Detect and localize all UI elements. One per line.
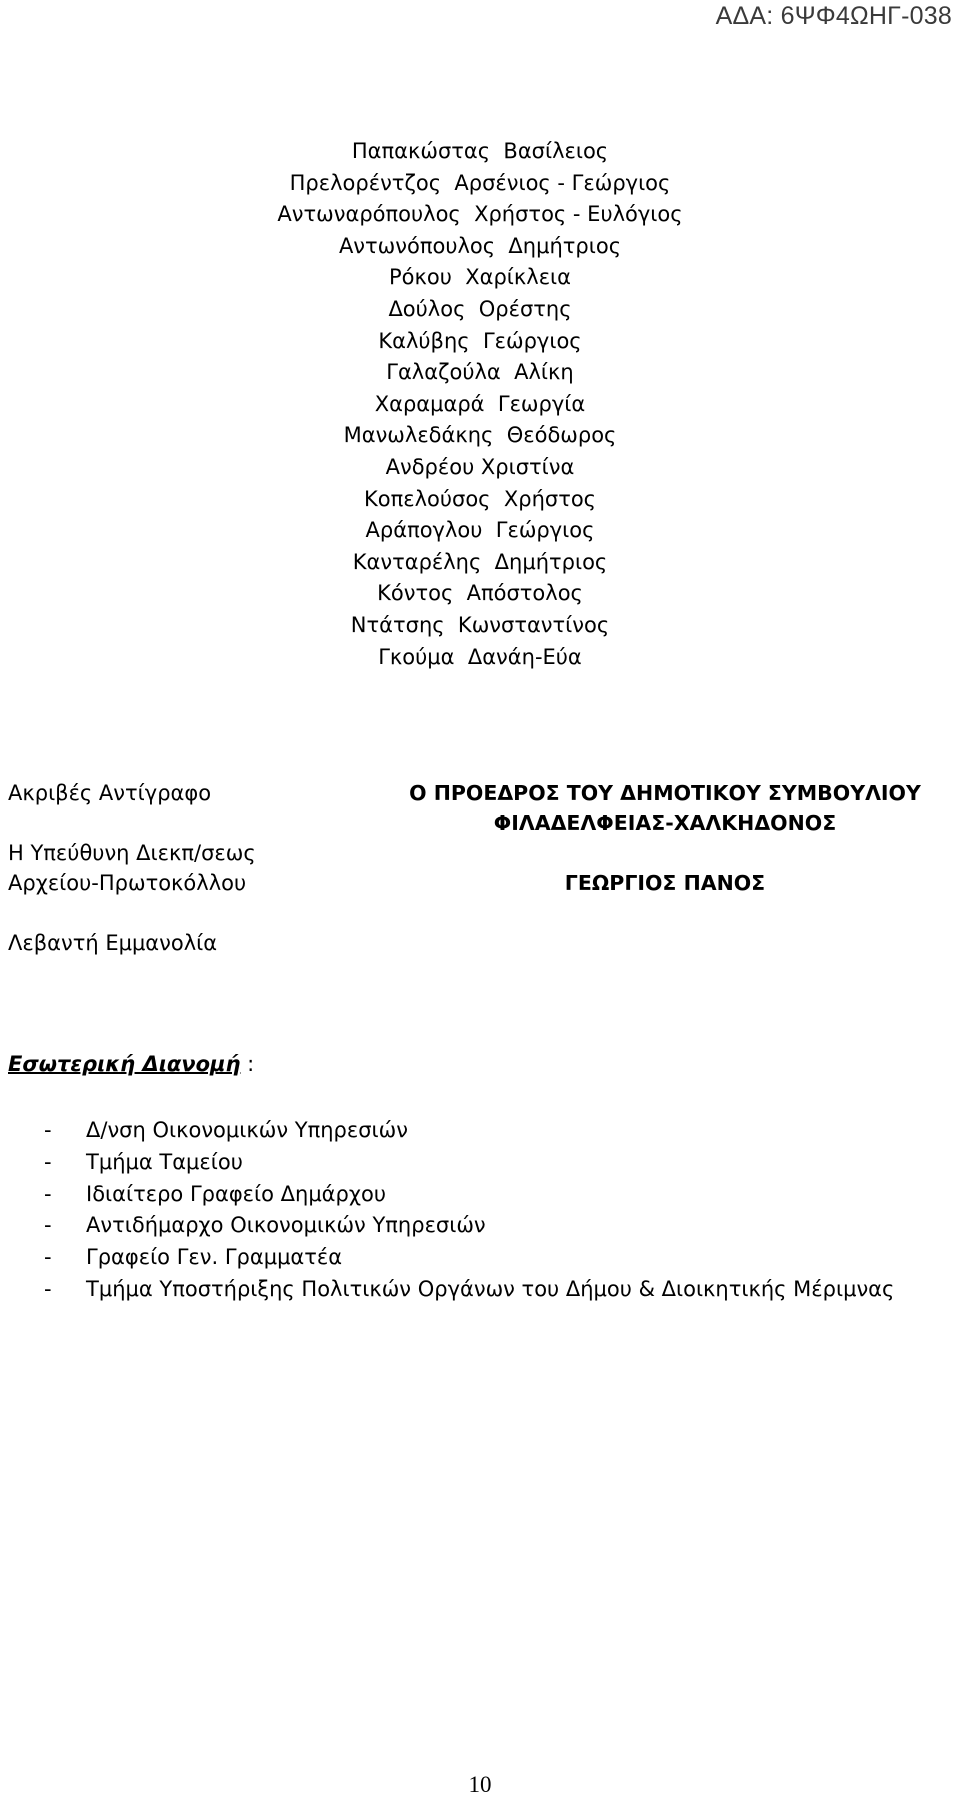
- recipient-name: Πρελορέντζος Αρσένιος - Γεώργιος: [289, 170, 671, 195]
- recipient-name: Κανταρέλης Δημήτριος: [352, 549, 608, 574]
- page-number: 10: [468, 1772, 492, 1797]
- recipients-list: [0, 136, 960, 673]
- recipient-name: Χαραμαρά Γεωργία: [374, 391, 586, 416]
- recipient-name: Καλύβης Γεώργιος: [378, 328, 582, 353]
- recipient-name: Παπακώστας Βασίλειος: [351, 139, 609, 163]
- recipient-name: Ανδρέου Χριστίνα: [385, 454, 575, 479]
- recipient-name: Αντωναρόπουλος Χρήστος - Ευλόγιος: [277, 202, 683, 227]
- distribution-item-label: Δ/νση Οικονομικών Υπηρεσιών: [86, 1118, 408, 1142]
- responsible-title-line2: Αρχείου-Πρωτοκόλλου: [8, 871, 247, 895]
- recipient-name: Γαλαζούλα Αλίκη: [386, 360, 574, 385]
- distribution-item-label: Τμήμα Υποστήριξης Πολιτικών Οργάνων του Δήμου & Διοικητικής Μέριμνας: [86, 1276, 895, 1301]
- accurate-copy-label: Ακριβές Αντίγραφο: [8, 781, 212, 805]
- ada-code: ΑΔΑ: 6ΨΦ4ΩΗΓ-038: [715, 2, 952, 30]
- recipient-name: Γκούμα Δανάη-Εύα: [378, 644, 582, 669]
- responsible-name: Λεβαντή Εμμανολία: [8, 931, 218, 955]
- recipient-name: Κοπελούσος Χρήστος: [363, 486, 597, 511]
- distribution-item-label: Ιδιαίτερο Γραφείο Δημάρχου: [86, 1181, 386, 1206]
- list-bullet: -: [44, 1245, 52, 1270]
- recipient-name: Κόντος Απόστολος: [377, 581, 583, 606]
- distribution-item-label: Γραφείο Γεν. Γραμματέα: [86, 1245, 343, 1270]
- list-bullet: -: [44, 1149, 52, 1174]
- signatory-title-line1: Ο ΠΡΟΕΔΡΟΣ ΤΟΥ ΔΗΜΟΤΙΚΟΥ ΣΥΜΒΟΥΛΙΟΥ: [409, 781, 921, 805]
- distribution-item-label: Αντιδήμαρχο Οικονομικών Υπηρεσιών: [86, 1213, 486, 1238]
- recipient-name: Μανωλεδάκης Θεόδωρος: [343, 423, 617, 448]
- list-bullet: -: [44, 1118, 52, 1142]
- recipient-name: Ρόκου Χαρίκλεια: [388, 265, 571, 290]
- list-bullet: -: [44, 1213, 52, 1238]
- signatory-title-line2: ΦΙΛΑΔΕΛΦΕΙΑΣ-ΧΑΛΚΗΔΟΝΟΣ: [493, 811, 837, 835]
- internal-distribution-title: Εσωτερική Διανομή: [8, 1052, 241, 1076]
- list-bullet: -: [44, 1276, 52, 1301]
- signatory-name: ΓΕΩΡΓΙΟΣ ΠΑΝΟΣ: [564, 871, 766, 895]
- distribution-item-label: Τμήμα Ταμείου: [86, 1149, 243, 1174]
- recipient-name: Ντάτσης Κωνσταντίνος: [350, 612, 610, 637]
- internal-distribution-heading: [8, 1048, 254, 1080]
- list-bullet: -: [44, 1181, 52, 1206]
- responsible-title-line1: Η Υπεύθυνη Διεκπ/σεως: [8, 841, 256, 865]
- recipient-name: Δούλος Ορέστης: [388, 296, 572, 321]
- internal-distribution-colon: :: [240, 1052, 255, 1076]
- recipient-name: Αντωνόπουλος Δημήτριος: [338, 233, 622, 258]
- recipient-name: Αράπογλου Γεώργιος: [365, 518, 595, 543]
